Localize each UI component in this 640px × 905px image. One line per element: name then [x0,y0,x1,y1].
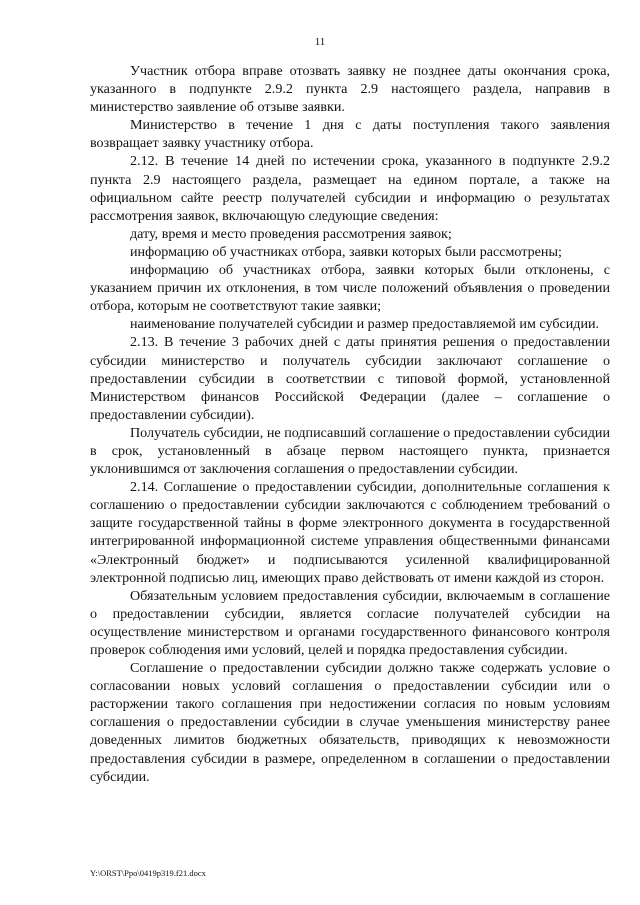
paragraph: наименование получателей субсидии и размер предоставляемой им субсидии. [130,316,600,333]
page-number: 11 [314,36,326,48]
paragraph: 2.12. В течение 14 дней по истечении срока, указанного в подпункте 2.9.2 пункта 2.9 настоящего раздела, размещает на едином портале, а также на официальном сайте реестр получателей субсидии и информацию о результатах рассмотрения заявок, включающую следующие сведения: [90,153,610,224]
document-body [90,62,610,786]
paragraph: информацию об участниках отбора, заявки которых были рассмотрены; [130,243,562,260]
paragraph: Обязательным условием предоставления субсидии, включаемым в соглашение о предоставлении субсидии, является согласие получателей субсидии на осуществление министерством и органами государственного финансового контроля проверок соблюдения ими условий, целей и порядка предоставления субсидии. [90,587,610,658]
paragraph: Получатель субсидии, не подписавший соглашение о предоставлении субсидии в срок, установленный в абзаце первом настоящего пункта, признается уклонившимся от заключения соглашения о предоставлении субсидии. [90,424,610,478]
paragraph: дату, время и место проведения рассмотрения заявок; [130,225,452,242]
paragraph: информацию об участниках отбора, заявки которых были отклонены, с указанием причин их отклонения, в том числе положений объявления о проведении отбора, которым не соответствуют такие заявки; [90,262,610,315]
paragraph: 2.14. Соглашение о предоставлении субсидии, дополнительные соглашения к соглашению о предоставлении субсидии заключаются с соблюдением требований о защите государственной тайны в форме электронного документа в государственной интегрированной информационной системе управления общественными финансами «Электронный бюджет» и подписываются усиленной квалифицированной электронной подписью лиц, имеющих право действовать от имени каждой из сторон. [90,479,610,586]
paragraph: Соглашение о предоставлении субсидии должно также содержать условие о согласовании новых условий соглашения о предоставлении субсидии или о расторжении такого соглашения при недостижении согласия по новым условиям соглашения о предоставлении субсидии в случае уменьшения министерству ранее доведенных лимитов бюджетных обязательств, приводящих к невозможности предоставления субсидии в размере, определенном в соглашении о предоставлении субсидии. [90,660,610,785]
paragraph: 2.13. В течение 3 рабочих дней с даты принятия решения о предоставлении субсидии министерство и получатель субсидии заключают соглашение о предоставлении субсидии в соответствии с типовой формой, установленной Министерством финансов Российской Федерации (далее – соглашение о предоставлении субсидии). [90,334,610,423]
paragraph: Министерство в течение 1 дня с даты поступления такого заявления возвращает заявку участнику отбора. [90,117,610,152]
paragraph: Участник отбора вправе отозвать заявку не позднее даты окончания срока, указанного в подпункте 2.9.2 пункта 2.9 настоящего раздела, направив в министерство заявление об отзыве заявки. [90,63,610,116]
file-path-footer: Y:\ORST\Ppo\0419p319.f21.docx [90,868,206,878]
